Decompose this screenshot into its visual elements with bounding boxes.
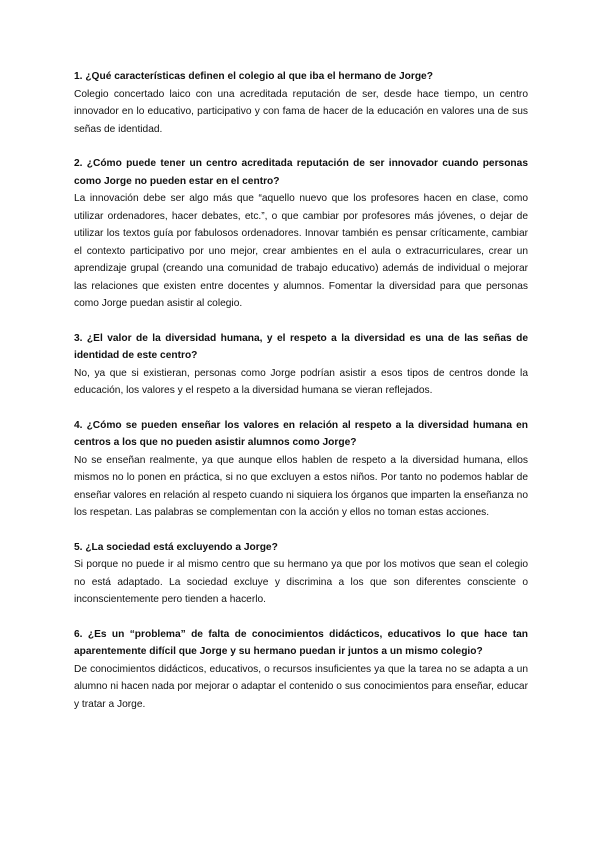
answer-4: No se enseñan realmente, ya que aunque ellos hablen de respeto a la diversidad humana, ellos mismos no lo ponen en práctica, si no que excluyen a estos niños. Por tanto no podemos hablar de enseñar valores en relación al respeto cuando ni siquiera los órganos que imparten la enseñanza no los respetan. Las palabras se complementan con la acción y ellos no toman estas acciones. [74,454,528,518]
question-1: 1. ¿Qué características definen el colegio al que iba el hermano de Jorge? [74,71,433,82]
qa-block-5 [74,539,528,609]
qa-block-2 [74,155,528,313]
qa-block-3 [74,330,528,400]
answer-2: La innovación debe ser algo más que “aquello nuevo que los profesores hacen en clase, como utilizar ordenadores, hacer debates, etc.”, o que cambiar por profesores más jóvenes, o dejar de utilizar los textos guía por fabulosos ordenadores. Innovar también es pensar críticamente, cambiar el contexto participativo por uno mejor, crear ambientes en el aula o extracurriculares, crear un aprendizaje grupal (creando una comunidad de trabajo educativo) además de individual o mejorar las relaciones que existen entre docentes y alumnos. Fomentar la diversidad para que personas como Jorge puedan asistir al colegio. [74,193,528,309]
qa-block-6 [74,626,528,714]
answer-3: No, ya que si existieran, personas como Jorge podrían asistir a esos tipos de centros donde la educación, los valores y el respeto a la diversidad humana se vieran reflejados. [74,367,528,396]
question-4: 4. ¿Cómo se pueden enseñar los valores en relación al respeto a la diversidad humana en centros a los que no pueden asistir alumnos como Jorge? [74,419,528,448]
qa-block-4 [74,417,528,522]
question-6: 6. ¿Es un “problema” de falta de conocimientos didácticos, educativos lo que hace tan aparentemente difícil que Jorge y su hermano puedan ir juntos a un mismo colegio? [74,628,528,657]
answer-6: De conocimientos didácticos, educativos, o recursos insuficientes ya que la tarea no se adapta a un alumno ni hacen nada por mejorar o adaptar el contenido o sus conocimientos para enseñar, educar y tratar a Jorge. [74,663,528,710]
document-page [74,68,528,730]
qa-block-1 [74,68,528,138]
answer-1: Colegio concertado laico con una acreditada reputación de ser, desde hace tiempo, un centro innovador en lo educativo, participativo y con fama de hacer de la educación en valores una de sus señas de identidad. [74,88,528,135]
answer-5: Si porque no puede ir al mismo centro que su hermano ya que por los motivos que sean el colegio no está adaptado. La sociedad excluye y discrimina a los que son diferentes consciente o inconscientemente pero tienden a hacerlo. [74,559,528,605]
question-2: 2. ¿Cómo puede tener un centro acreditada reputación de ser innovador cuando personas como Jorge no pueden estar en el centro? [74,158,528,187]
question-5: 5. ¿La sociedad está excluyendo a Jorge? [74,541,278,553]
question-3: 3. ¿El valor de la diversidad humana, y el respeto a la diversidad es una de las señas de identidad de este centro? [74,332,528,361]
